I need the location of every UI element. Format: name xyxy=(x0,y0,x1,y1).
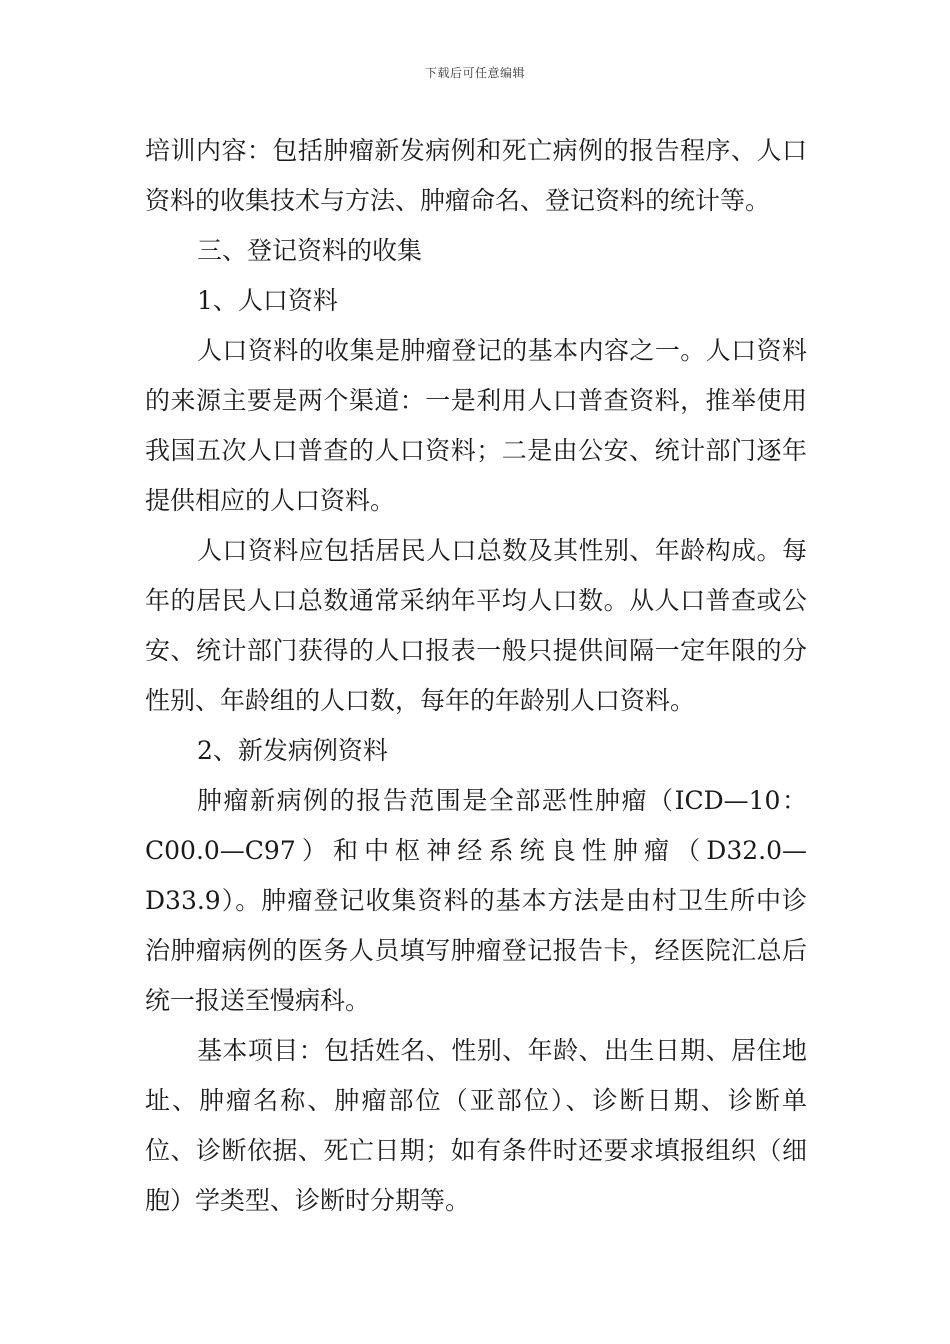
paragraph-training-content: 培训内容：包括肿瘤新发病例和死亡病例的报告程序、人口资料的收集技术与方法、肿瘤命名、登记资料的统计等。 xyxy=(145,136,807,215)
subsection-heading-new-cases: 2、新发病例资料 xyxy=(197,736,388,765)
document-body xyxy=(145,126,807,1226)
subsection-heading-population-data: 1、人口资料 xyxy=(197,286,338,315)
paragraph-basic-items: 基本项目：包括姓名、性别、年龄、出生日期、居住地址、肿瘤名称、肿瘤部位（亚部位）、诊断日期、诊断单位、诊断依据、死亡日期；如有条件时还要求填报组织（细胞）学类型、诊断时分期等。 xyxy=(145,1036,807,1215)
page-header: 下载后可任意编辑 xyxy=(424,66,525,80)
paragraph-population-sources: 人口资料的收集是肿瘤登记的基本内容之一。人口资料的来源主要是两个渠道：一是利用人口普查资料，推举使用我国五次人口普查的人口资料；二是由公安、统计部门逐年提供相应的人口资料。 xyxy=(145,336,807,515)
section-heading-registration-data: 三、登记资料的收集 xyxy=(197,236,423,265)
paragraph-population-composition: 人口资料应包括居民人口总数及其性别、年龄构成。每年的居民人口总数通常采纳年平均人口数。从人口普查或公安、统计部门获得的人口报表一般只提供间隔一定年限的分性别、年龄组的人口数，每年的年龄别人口资料。 xyxy=(145,536,807,715)
paragraph-new-case-scope: 肿瘤新病例的报告范围是全部恶性肿瘤（ICD—10：C00.0—C97）和中枢神经系统良性肿瘤（D32.0—D33.9）。肿瘤登记收集资料的基本方法是由村卫生所中诊治肿瘤病例的医务人员填写肿瘤登记报告卡，经医院汇总后统一报送至慢病科。 xyxy=(145,786,807,1015)
